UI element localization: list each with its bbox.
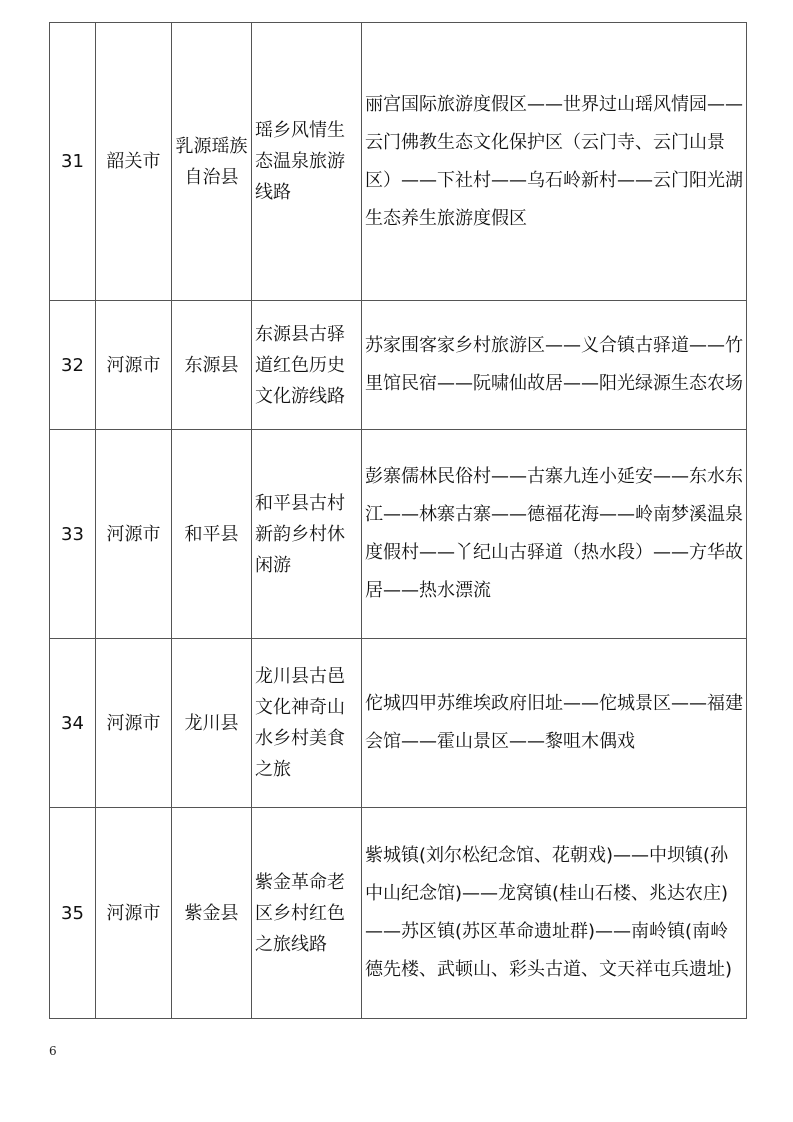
route-name-cell: 紫金革命老区乡村红色之旅线路 <box>252 808 362 1019</box>
row-number: 31 <box>50 23 96 301</box>
city-cell: 河源市 <box>96 430 172 639</box>
table-row <box>50 639 747 808</box>
route-name-cell: 瑶乡风情生态温泉旅游线路 <box>252 23 362 301</box>
route-path-cell: 佗城四甲苏维埃政府旧址——佗城景区——福建会馆——霍山景区——黎咀木偶戏 <box>362 639 747 808</box>
page-number: 6 <box>49 1044 57 1058</box>
table-row <box>50 808 747 1019</box>
tourism-route-table <box>49 22 747 1019</box>
county-cell: 龙川县 <box>172 639 252 808</box>
city-cell: 韶关市 <box>96 23 172 301</box>
route-name-cell: 龙川县古邑文化神奇山水乡村美食之旅 <box>252 639 362 808</box>
row-number: 34 <box>50 639 96 808</box>
route-name-cell: 和平县古村新韵乡村休闲游 <box>252 430 362 639</box>
table-row <box>50 301 747 430</box>
row-number: 32 <box>50 301 96 430</box>
row-number: 35 <box>50 808 96 1019</box>
county-cell: 乳源瑶族自治县 <box>172 23 252 301</box>
route-path-cell: 丽宫国际旅游度假区——世界过山瑶风情园——云门佛教生态文化保护区（云门寺、云门山景区）——下社村——乌石岭新村——云门阳光湖生态养生旅游度假区 <box>362 23 747 301</box>
route-path-cell: 苏家围客家乡村旅游区——义合镇古驿道——竹里馆民宿——阮啸仙故居——阳光绿源生态农场 <box>362 301 747 430</box>
row-number: 33 <box>50 430 96 639</box>
city-cell: 河源市 <box>96 301 172 430</box>
route-path-cell: 彭寨儒林民俗村——古寨九连小延安——东水东江——林寨古寨——德福花海——岭南梦溪温泉度假村——丫纪山古驿道（热水段）——方华故居——热水漂流 <box>362 430 747 639</box>
city-cell: 河源市 <box>96 639 172 808</box>
table-row <box>50 23 747 301</box>
city-cell: 河源市 <box>96 808 172 1019</box>
route-name-cell: 东源县古驿道红色历史文化游线路 <box>252 301 362 430</box>
county-cell: 紫金县 <box>172 808 252 1019</box>
county-cell: 和平县 <box>172 430 252 639</box>
table-row <box>50 430 747 639</box>
route-path-cell: 紫城镇(刘尔松纪念馆、花朝戏)——中坝镇(孙中山纪念馆)——龙窝镇(桂山石楼、兆达农庄)——苏区镇(苏区革命遗址群)——南岭镇(南岭德先楼、武顿山、彩头古道、文天祥屯兵遗址) <box>362 808 747 1019</box>
county-cell: 东源县 <box>172 301 252 430</box>
